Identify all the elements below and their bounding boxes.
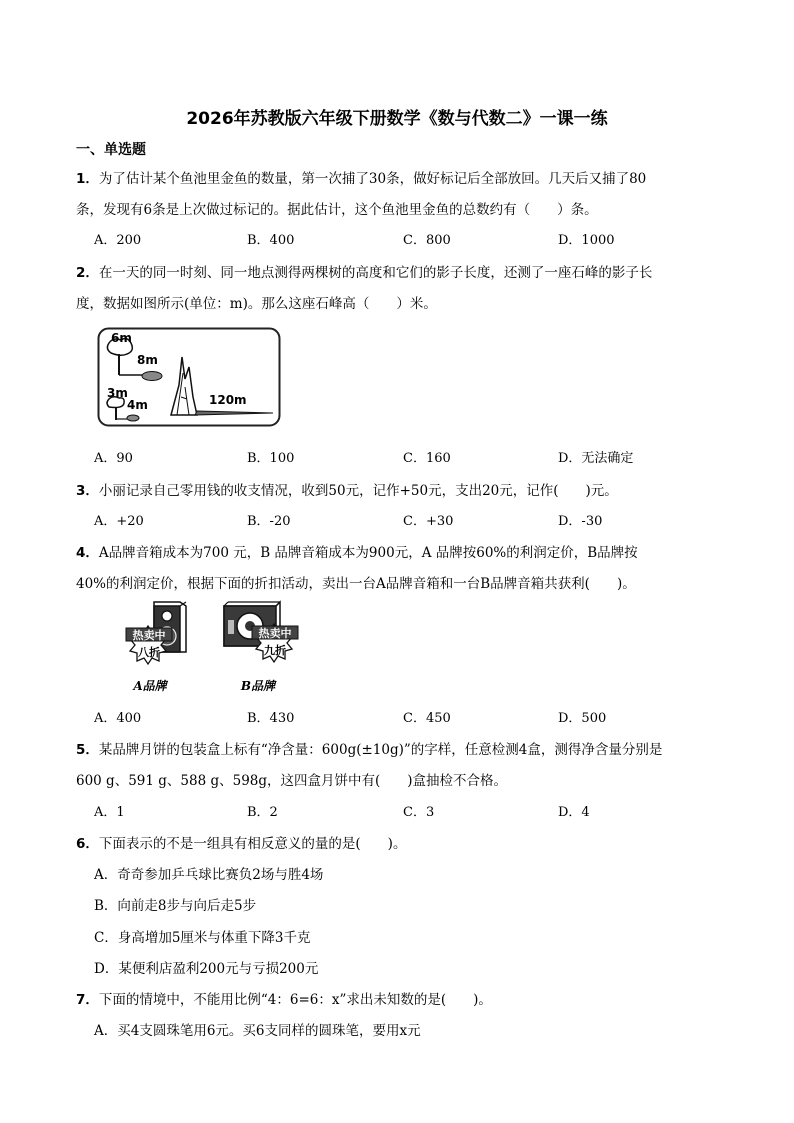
badge-a-discount: 八折 (138, 646, 160, 659)
badge-b-discount: 九折 (264, 644, 286, 657)
question-number: 2． (76, 265, 99, 281)
question-text: A品牌音箱成本为700 元，B 品牌音箱成本为900元，A 品牌按60%的利润定价，B品牌按 (98, 545, 638, 561)
choice-d[interactable]: D．500 (558, 711, 607, 726)
question-text: 小丽记录自己零用钱的收支情况，收到50元，记作+50元，支出20元，记作( )元。 (98, 483, 618, 499)
question-3-line-1 (76, 479, 618, 499)
choice-b[interactable]: B．400 (247, 233, 295, 248)
section-heading: 一、单选题 (76, 142, 146, 158)
question-number: 5． (76, 742, 99, 758)
question-2-line-1 (76, 261, 652, 281)
question-text: 某品牌月饼的包装盒上标有“净含量：600g(±10g)”的字样，任意检测4盒，测得净含量分别是 (98, 742, 663, 758)
choice-c[interactable]: C．3 (403, 805, 435, 820)
question-4-line-2: 40%的利润定价，根据下面的折扣活动，卖出一台A品牌音箱和一台B品牌音箱共获利( )。 (76, 576, 636, 592)
question-5-line-1 (76, 738, 662, 758)
choice-d[interactable]: D．某便利店盈利200元与亏损200元 (94, 961, 319, 977)
label-6m: 6m (111, 331, 132, 345)
choice-b[interactable]: B．2 (247, 805, 278, 820)
choice-d[interactable]: D．1000 (558, 233, 615, 248)
question-number: 1． (76, 171, 99, 187)
choice-c[interactable]: C．+30 (403, 514, 454, 529)
caption-b: B品牌 (240, 679, 276, 693)
choice-a[interactable]: A．90 (94, 451, 133, 466)
question-1-line-1 (76, 167, 646, 187)
badge-a-text: 热卖中 (132, 629, 166, 642)
choice-a[interactable]: A．买4支圆珠笔用6元。买6支同样的圆珠笔，要用x元 (94, 1023, 421, 1039)
question-7-line-1 (76, 988, 492, 1008)
question-text: 下面的情境中，不能用比例“4：6=6：x”求出未知数的是( )。 (98, 992, 492, 1008)
choice-c[interactable]: C．450 (403, 711, 451, 726)
choice-b[interactable]: B．向前走8步与向后走5步 (94, 898, 257, 914)
label-120m: 120m (209, 393, 247, 407)
question-2-line-2: 度，数据如图所示(单位：m)。那么这座石峰高（ ）米。 (76, 296, 437, 312)
question-6-line-1 (76, 832, 406, 852)
question-text: 在一天的同一时刻、同一地点测得两棵树的高度和它们的影子长度，还测了一座石峰的影子长 (98, 265, 653, 281)
choice-c[interactable]: C．身高增加5厘米与体重下降3千克 (94, 930, 311, 946)
choice-c[interactable]: C．800 (403, 233, 451, 248)
caption-a: A品牌 (133, 679, 167, 693)
choice-a[interactable]: A．+20 (94, 514, 144, 529)
choice-a[interactable]: A．1 (94, 805, 125, 820)
choice-a[interactable]: A．200 (94, 233, 142, 248)
label-3m: 3m (107, 386, 128, 400)
question-number: 3． (76, 483, 99, 499)
choice-b[interactable]: B．100 (247, 451, 295, 466)
choice-c[interactable]: C．160 (403, 451, 451, 466)
shadow-figure (97, 327, 281, 427)
question-number: 7． (76, 992, 99, 1008)
label-8m: 8m (137, 353, 158, 367)
choice-b[interactable]: B．430 (247, 711, 295, 726)
page-title: 2026年苏教版六年级下册数学《数与代数二》一课一练 (186, 109, 608, 129)
choice-a[interactable]: A．奇奇参加乒乓球比赛负2场与胜4场 (94, 867, 324, 883)
question-number: 6． (76, 836, 99, 852)
question-5-line-2: 600 g、591 g、588 g、598g，这四盒月饼中有( )盒抽检不合格。 (76, 773, 508, 789)
choice-b[interactable]: B．-20 (247, 514, 291, 529)
question-4-line-1 (76, 541, 638, 561)
choice-d[interactable]: D．4 (558, 805, 590, 820)
question-text: 下面表示的不是一组具有相反意义的量的是( )。 (98, 836, 407, 852)
question-number: 4． (76, 545, 99, 561)
badge-b-text: 热卖中 (258, 627, 292, 640)
choice-a[interactable]: A．400 (94, 711, 142, 726)
label-4m: 4m (127, 398, 148, 412)
choice-d[interactable]: D．-30 (558, 514, 603, 529)
speaker-promo-figure (118, 598, 318, 698)
question-text: 为了估计某个鱼池里金鱼的数量，第一次捕了30条，做好标记后全部放回。几天后又捕了80 (98, 171, 647, 187)
choice-d[interactable]: D．无法确定 (558, 451, 634, 466)
question-1-line-2: 条，发现有6条是上次做过标记的。据此估计，这个鱼池里金鱼的总数约有（ ）条。 (76, 202, 598, 218)
